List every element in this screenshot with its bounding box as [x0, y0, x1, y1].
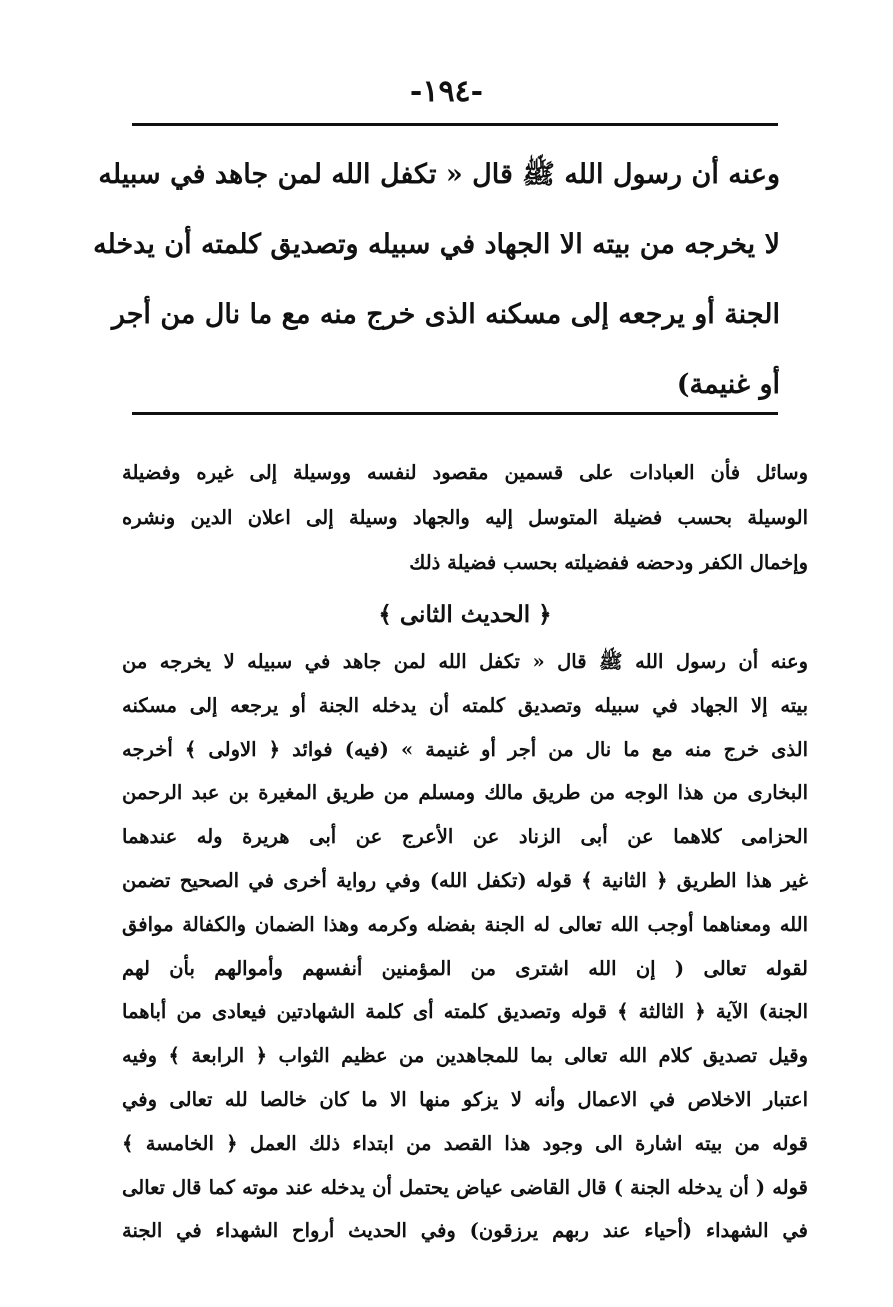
intro-line: وسائل فأن العبادات على قسمين مقصود لنفسه ووسيلة إلى غيره وفضيلة — [122, 461, 808, 484]
commentary-line: الذى خرج منه مع ما نال من أجر أو غنيمة » (فيه) فوائد ﴿ الاولى ﴾ أخرجه — [122, 737, 808, 761]
commentary-line: قوله ( أن يدخله الجنة ) قال القاضى عياض يحتمل أن يدخله عند موته كما قال تعالى — [122, 1175, 808, 1199]
commentary-line: البخارى من هذا الوجه من طريق مالك ومسلم من طريق المغيرة بن عبد الرحمن — [122, 781, 808, 805]
hadith-line: لا يخرجه من بيته الا الجهاد في سبيله وتصديق كلمته أن يدخله — [93, 229, 780, 260]
middle-divider — [132, 412, 778, 415]
commentary-line: في الشهداء (أحياء عند ربهم يرزقون) وفي الحديث أرواح الشهداء في الجنة — [122, 1219, 808, 1243]
commentary-line: لقوله تعالى ( إن الله اشترى من المؤمنين أنفسهم وأموالهم بأن لهم — [122, 956, 808, 980]
hadith-line: أو غنيمة) — [676, 369, 780, 400]
commentary-line: اعتبار الاخلاص في الاعمال وأنه لا يزكو منها الا ما كان خالصا لله تعالى وفي — [122, 1087, 808, 1111]
hadith-line: وعنه أن رسول الله ﷺ قال « تكفل الله لمن جاهد في سبيله — [98, 159, 780, 190]
commentary-line: وقيل تصديق كلام الله تعالى بما للمجاهدين من عظيم الثواب ﴿ الرابعة ﴾ وفيه — [122, 1044, 808, 1068]
intro-paragraph — [122, 450, 808, 645]
commentary-line: بيته إلا الجهاد في سبيله وتصديق كلمته أن يدخله الجنة أو يرجعه إلى مسكنه — [122, 693, 808, 717]
commentary-line: غير هذا الطريق ﴿ الثانية ﴾ قوله (تكفل الله) وفي رواية أخرى في الصحيح تضمن — [122, 868, 808, 892]
commentary-line: وعنه أن رسول الله ﷺ قال « تكفل الله لمن جاهد في سبيله لا يخرجه من — [122, 650, 808, 673]
hadith-line: الجنة أو يرجعه إلى مسكنه الذى خرج منه مع ما نال من أجر — [111, 299, 780, 330]
commentary-line: الله ومعناهما أوجب الله تعالى له الجنة بفضله وكرمه وهذا الضمان والكفالة موافق — [122, 912, 808, 936]
section-heading: ﴿ الحديث الثانى ﴾ — [378, 601, 552, 628]
commentary-line: قوله من بيته اشارة الى وجود هذا القصد من ابتداء ذلك العمل ﴿ الخامسة ﴾ — [122, 1131, 808, 1155]
commentary-paragraph — [122, 640, 808, 1253]
commentary-line: الحزامى كلاهما عن أبى الزناد عن الأعرج عن أبى هريرة وله عندهما — [122, 825, 808, 849]
intro-line: الوسيلة بحسب فضيلة المتوسل إليه والجهاد وسيلة إلى اعلان الدين ونشره — [122, 506, 808, 529]
top-divider — [132, 123, 778, 126]
hadith-text-block — [93, 140, 780, 420]
page-number: -١٩٤- — [409, 74, 484, 109]
commentary-line: الجنة) الآية ﴿ الثالثة ﴾ قوله وتصديق كلمته أى كلمة الشهادتين فيعادى من أباهما — [122, 1000, 808, 1024]
intro-line: وإخمال الكفر ودحضه ففضيلته بحسب فضيلة ذلك — [409, 551, 808, 574]
